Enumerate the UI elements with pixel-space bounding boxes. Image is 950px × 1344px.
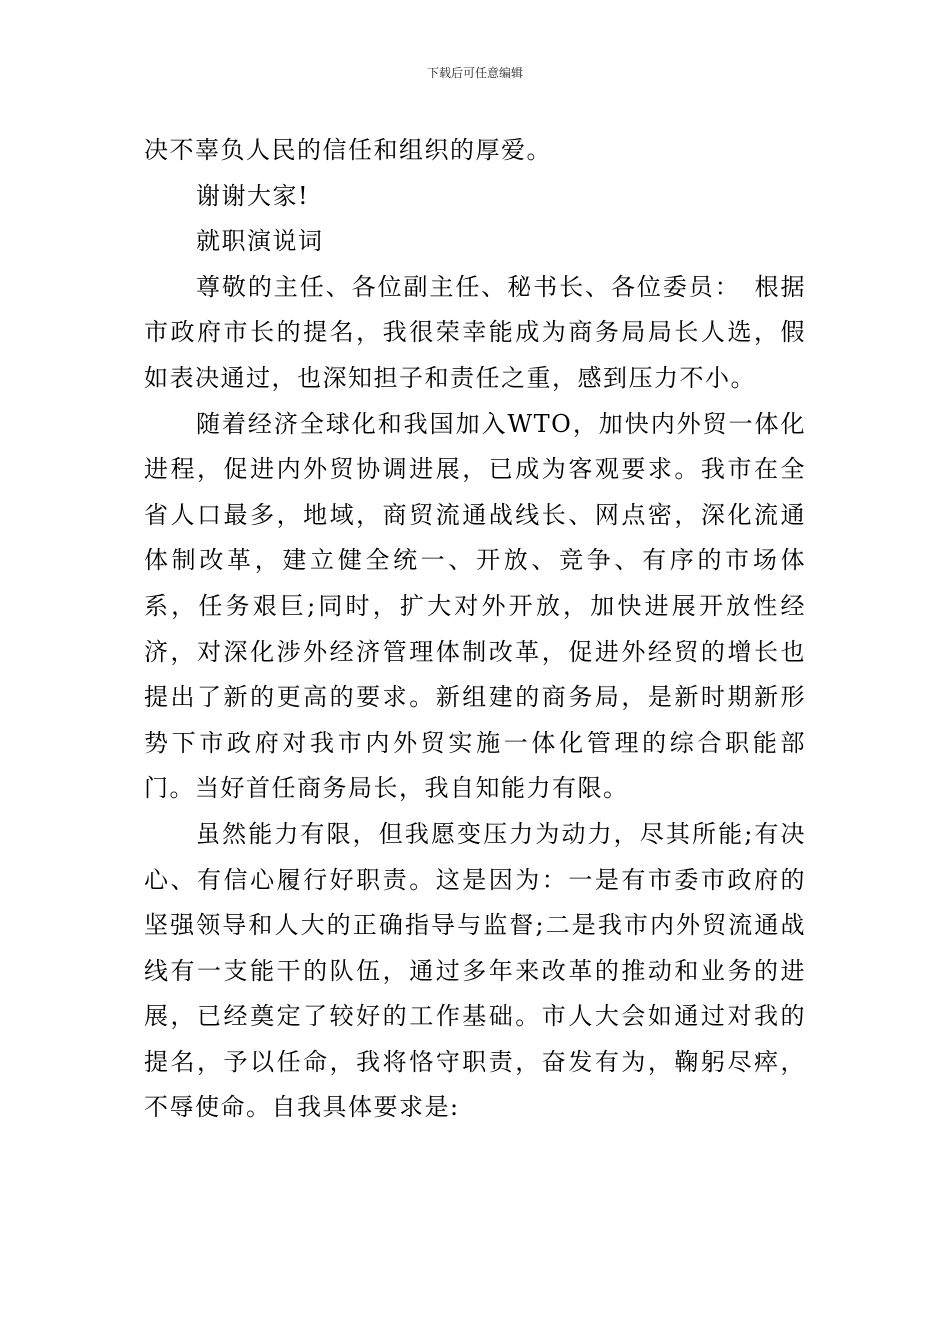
- paragraph-thanks: 谢谢大家!: [196, 181, 310, 210]
- document-body: [144, 128, 806, 1131]
- paragraph-continuation: 决不辜负人民的信任和组织的厚爱。: [144, 136, 552, 164]
- paragraph-context: 随着经济全球化和我国加入WTO，加快内外贸一体化进程，促进内外贸协调进展，已成为客观要求。我市在全省人口最多，地域，商贸流通战线长、网点密，深化流通体制改革，建立健全统一、开放、竞争、有序的市场体系，任务艰巨;同时，扩大对外开放，加快进展开放性经济，对深化涉外经济管理体制改革，促进外经贸的增长也提出了新的更高的要求。新组建的商务局，是新时期新形势下市政府对我市内外贸实施一体化管理的综合职能部门。当好首任商务局长，我自知能力有限。: [144, 409, 806, 803]
- paragraph-salutation: 尊敬的主任、各位副主任、秘书长、各位委员： 根据市政府市长的提名，我很荣幸能成为商务局局长人选，假如表决通过，也深知担子和责任之重，感到压力不小。: [144, 272, 806, 392]
- paragraph-commitment: 虽然能力有限，但我愿变压力为动力，尽其所能;有决心、有信心履行好职责。这是因为：一是有市委市政府的坚强领导和人大的正确指导与监督;二是我市内外贸流通战线有一支能干的队伍，通过多年来改革的推动和业务的进展，已经奠定了较好的工作基础。市人大会如通过对我的提名，予以任命，我将恪守职责，奋发有为，鞠躬尽瘁，不辱使命。自我具体要求是:: [144, 819, 806, 1122]
- section-title: 就职演说词: [196, 227, 324, 256]
- page-header-note: 下载后可任意编辑: [426, 66, 523, 80]
